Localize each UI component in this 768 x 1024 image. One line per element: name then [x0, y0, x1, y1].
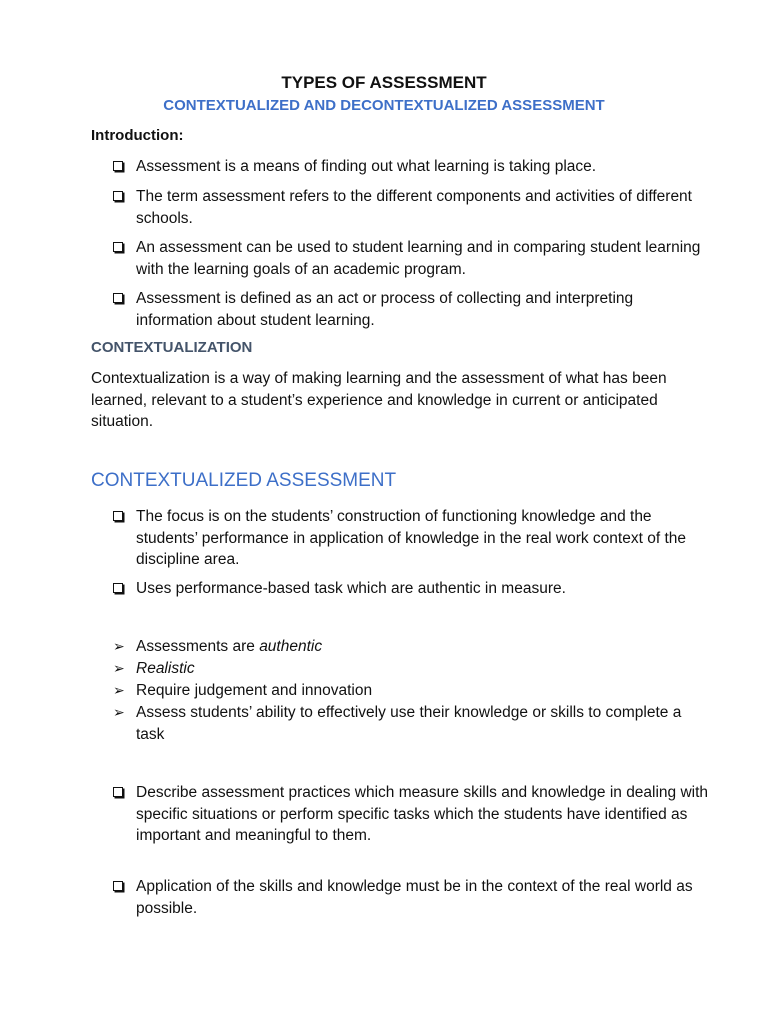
checkbox-bullet-icon	[113, 511, 123, 521]
arrow-list-item-text	[136, 636, 713, 658]
checkbox-bullet-icon	[113, 161, 123, 171]
list-item	[113, 506, 713, 571]
checkbox-bullet-icon	[113, 191, 123, 201]
checkbox-bullet-icon	[113, 787, 123, 797]
list-item-text: The focus is on the students’ construction of functioning knowledge and the students’ performance in application of knowledge in the real work context of the discipline area.	[136, 508, 686, 568]
document-subtitle: CONTEXTUALIZED AND DECONTEXTUALIZED ASSESSMENT	[163, 97, 605, 114]
list-item-text: Uses performance-based task which are authentic in measure.	[136, 580, 566, 597]
checkbox-bullet-icon	[113, 293, 123, 303]
arrow-list-item-text: Require judgement and innovation	[136, 682, 373, 699]
list-item	[113, 876, 713, 919]
checkbox-bullet-icon	[113, 583, 123, 593]
contextualized-assessment-heading: CONTEXTUALIZED ASSESSMENT	[91, 470, 397, 491]
contextualization-heading: CONTEXTUALIZATION	[91, 339, 253, 356]
list-item-text: Application of the skills and knowledge must be in the context of the real world as possible.	[136, 878, 693, 917]
list-item-text: Assessment is defined as an act or process of collecting and interpreting information about student learning.	[136, 290, 634, 329]
list-item	[113, 782, 713, 847]
arrow-bullet-icon: ➢	[113, 682, 125, 698]
list-item	[113, 186, 713, 229]
arrow-list-item	[113, 680, 713, 702]
list-item-text: Assessment is a means of finding out what learning is taking place.	[136, 158, 597, 175]
introduction-label: Introduction:	[91, 127, 184, 144]
arrow-bullet-icon: ➢	[113, 704, 125, 720]
arrow-list-item	[113, 658, 713, 680]
arrow-list-item	[113, 702, 713, 745]
arrow-list-item-text	[136, 658, 713, 680]
arrow-text-prefix: Assessments are	[136, 638, 260, 655]
list-item	[113, 578, 713, 600]
contextualization-paragraph: Contextualization is a way of making learning and the assessment of what has been learned, relevant to a student’s experience and knowledge in current or anticipated situation.	[91, 370, 667, 430]
arrow-bullet-icon: ➢	[113, 638, 125, 654]
list-item-text: The term assessment refers to the different components and activities of different schools.	[136, 188, 692, 227]
list-item-text: Describe assessment practices which measure skills and knowledge in dealing with specific situations or perform specific tasks which the students have identified as important and meaningful to them.	[136, 784, 709, 844]
checkbox-bullet-icon	[113, 881, 123, 891]
arrow-list-item-text: Assess students’ ability to effectively use their knowledge or skills to complete a task	[136, 704, 682, 743]
arrow-bullet-icon: ➢	[113, 660, 125, 676]
list-item	[113, 237, 713, 280]
list-item	[113, 288, 713, 331]
list-item-text: An assessment can be used to student learning and in comparing student learning with the learning goals of an academic program.	[136, 239, 701, 278]
arrow-list-item	[113, 636, 713, 658]
checkbox-bullet-icon	[113, 242, 123, 252]
list-item	[113, 156, 713, 178]
arrow-text-emphasis: authentic	[259, 638, 323, 655]
arrow-text-emphasis: Realistic	[136, 660, 195, 677]
document-title: TYPES OF ASSESSMENT	[281, 73, 487, 92]
